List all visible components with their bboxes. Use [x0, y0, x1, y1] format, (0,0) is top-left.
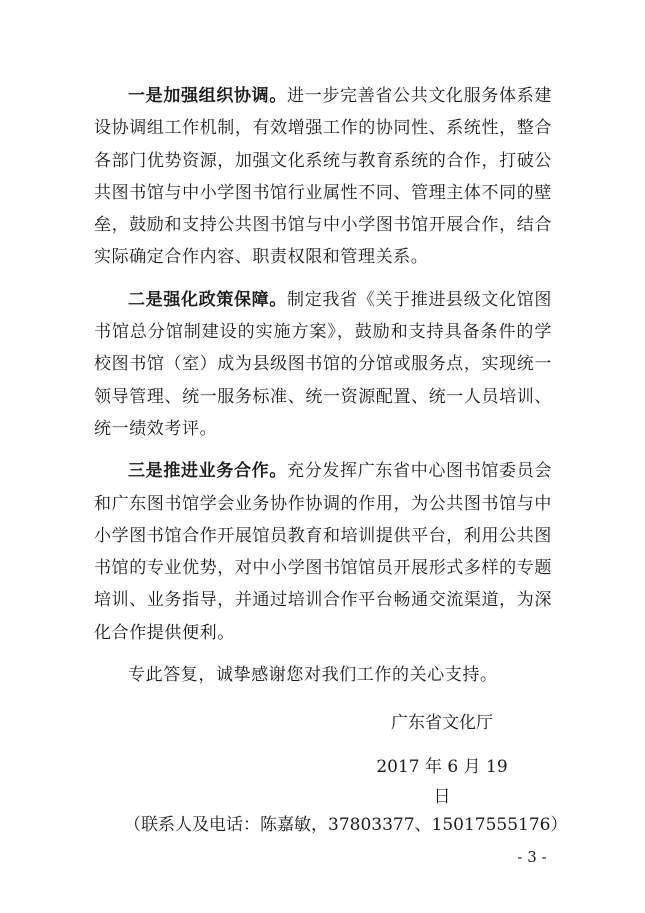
paragraph-text: 充分发挥广东省中心图书馆委员会和广东图书馆学会业务协作协调的作用，为公共图书馆与中小学图书馆合作开展馆员教育和培训提供平台，利用公共图书馆的专业优势，对中小学图书馆馆员开展形式多样的专题培训、业务指导，并通过培训合作平台畅通交流渠道，为深化合作提供便利。 — [94, 461, 553, 643]
signature-date: 2017 年 6 月 19 日 — [376, 757, 508, 807]
closing-remark: 专此答复，诚挚感谢您对我们工作的关心支持。 — [128, 665, 498, 686]
contact-info: （联系人及电话：陈嘉敏，37803377、15017555176） — [124, 815, 568, 835]
paragraph-cooperation — [94, 455, 552, 649]
page-number: - 3 - — [517, 848, 547, 866]
paragraph-text: 制定我省《关于推进县级文化馆图书馆总分馆制建设的实施方案》，鼓励和支持具备条件的学校图书馆（室）成为县级图书馆的分馆或服务点，实现统一领导管理、统一服务标准、统一资源配置、统一人员培训、统一绩效考评。 — [94, 289, 553, 439]
paragraph-lead: 二是强化政策保障。 — [128, 289, 288, 310]
signature-org: 广东省文化厅 — [391, 713, 493, 733]
paragraph-lead: 一是加强组织协调。 — [128, 86, 288, 106]
paragraph-lead: 三是推进业务合作。 — [128, 461, 288, 482]
paragraph-policy — [94, 284, 552, 445]
signature-block — [372, 708, 512, 812]
paragraph-text: 进一步完善省公共文化服务体系建设协调组工作机制，有效增强工作的协同性、系统性，整合各部门优势资源，加强文化系统与教育系统的合作，打破公共图书馆与中小学图书馆行业属性不同、管理主体不同的壁垒，鼓励和支持公共图书馆与中小学图书馆开展合作，结合实际确定合作内容、职责权限和管理关系。 — [94, 86, 553, 268]
letter-body — [94, 80, 552, 691]
paragraph-organization — [94, 80, 552, 274]
